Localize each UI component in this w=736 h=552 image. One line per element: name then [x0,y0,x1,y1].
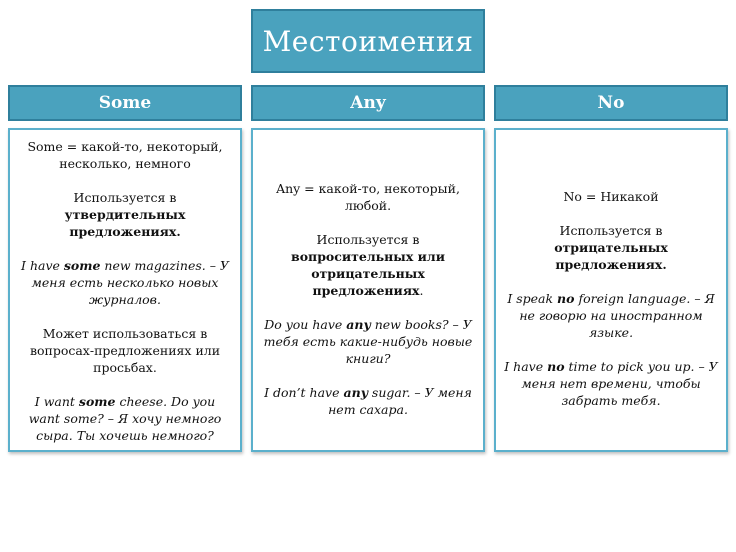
example [504,358,718,409]
column-body-some [8,128,242,452]
column-header-no: No [494,85,728,121]
example-text: sugar. – У меня нет сахара. [328,385,472,417]
example-text: new books? – У тебя есть какие-нибудь новые книги? [263,317,473,366]
usage-suffix: . [419,283,424,298]
definition: No = Никакой [563,189,659,204]
example-text: new magazines. – У меня есть несколько новых журналов. [31,258,229,307]
usage-prefix: Используется в [559,223,663,238]
definition: Any = какой-то, некоторый, любой. [276,181,460,213]
page-title: Местоимения [251,9,485,73]
column-header-some: Some [8,85,242,121]
column-body-any [251,128,485,452]
example [261,384,475,418]
example-text: I don’t have [264,385,344,400]
example-text: I have [21,258,64,273]
usage [261,231,475,299]
example-keyword: some [78,394,116,409]
example-text: Do you have [264,317,347,332]
usage-bold: вопросительных или отрицательных предложениях [291,249,445,298]
example-text: I want [34,394,79,409]
example-text: foreign language. – Я не говорю на иностранном языке. [519,291,715,340]
definition: Some = какой-то, некоторый, несколько, немного [27,139,223,171]
usage-prefix: Используется в [73,190,177,205]
example-keyword: any [343,385,368,400]
example-keyword: any [346,317,371,332]
example [18,257,232,308]
column-header-any: Any [251,85,485,121]
example-text: time to pick you up. – У меня нет времени, чтобы забрать тебя. [521,359,718,408]
usage-prefix: Используется в [316,232,420,247]
example-keyword: no [547,359,565,374]
example-keyword: some [63,258,101,273]
example-text: I have [504,359,548,374]
example [504,290,718,341]
example-text: cheese. Do you want some? – Я хочу немного сыра. Ты хочешь немного? [28,394,222,443]
usage [504,222,718,273]
example-text: I speak [507,291,558,306]
example-keyword: no [557,291,575,306]
example [261,316,475,367]
column-body-no [494,128,728,452]
note: Может использоваться в вопросах-предложениях или просьбах. [29,326,221,375]
usage-bold: утвердительных предложениях. [64,207,186,239]
usage-bold: отрицательных предложениях. [554,240,668,272]
usage [18,189,232,240]
example [18,393,232,444]
